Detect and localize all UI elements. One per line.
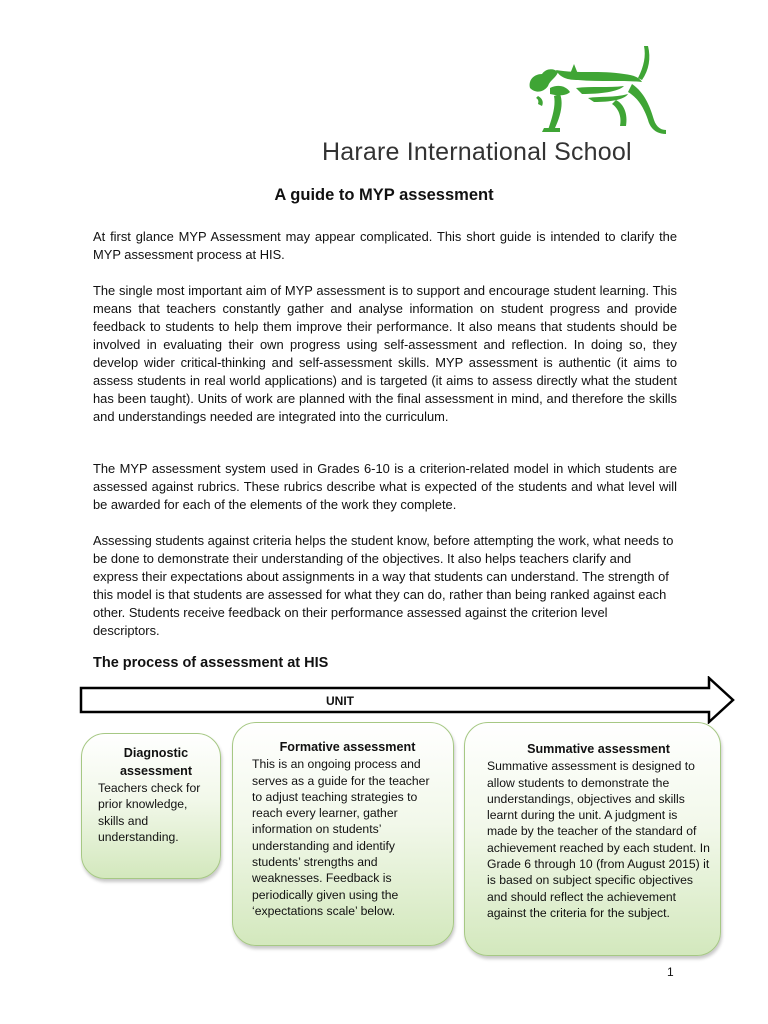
formative-assessment-title: Formative assessment [279,740,416,754]
paragraph-criteria-benefits: Assessing students against criteria helps the student know, before attempting the work, what needs to be done to demonstrate their understanding of the objectives. It also helps teachers clarify and express their expectations about assignments in a way that students can understand. The strength of this model is that students are assessed for what they can do, rather than being ranked against each other. Students receive feedback on their performance assessed against the criterion level descriptors. [93,533,674,638]
document-title: A guide to MYP assessment [274,186,494,204]
summative-assessment-text: Summative assessment is designed to allow students to demonstrate the understandings, objectives and skills learnt during the unit. A judgment is made by the teacher of the standard of achievement reached by each student. In Grade 6 through 10 (from August 2015) it is based on subject specific objectives and should reflect the achievement against the criteria for the subject. [487,759,710,920]
paragraph-intro: At first glance MYP Assessment may appear complicated. This short guide is intended to clarify the MYP assessment process at HIS. [93,229,677,262]
paragraph-aim: The single most important aim of MYP assessment is to support and encourage student learning. This means that teachers constantly gather and analyse information on student progress and provide feedback to students to help them improve their performance. It also means that students should be involved in evaluating their own progress using self-assessment and reflection. In doing so, they develop wider critical-thinking and self-assessment skills. MYP assessment is authentic (it aims to assess students in real world applications) and is targeted (it aims to assess directly what the student has been taught). Units of work are planned with the final assessment in mind, and therefore the skills and understandings needed are integrated into the curriculum. [93,283,677,424]
formative-assessment-text: This is an ongoing process and serves as a guide for the teacher to adjust teaching strategies to reach every learner, gather information on students’ understanding and identify students’ strengths and weaknesses. Feedback is periodically given using the ‘expectations scale’ below. [252,757,430,918]
unit-label: UNIT [326,694,354,708]
formative-assessment-box [232,722,454,946]
paragraph-criterion-model: The MYP assessment system used in Grades 6-10 is a criterion-related model in which students are assessed against rubrics. These rubrics describe what is expected of the students and what level will be awarded for each of the elements of the work they complete. [93,461,677,512]
school-name: Harare International School [322,138,632,166]
diagnostic-assessment-text: Teachers check for prior knowledge, skills and understanding. [98,781,201,844]
summative-assessment-box [464,722,721,956]
diagnostic-assessment-box [81,733,221,879]
summative-assessment-title: Summative assessment [527,742,670,756]
lion-logo-icon [520,44,680,136]
section-heading: The process of assessment at HIS [93,655,329,671]
diagnostic-assessment-title: Diagnostic assessment [119,746,193,778]
page-number: 1 [667,965,674,979]
